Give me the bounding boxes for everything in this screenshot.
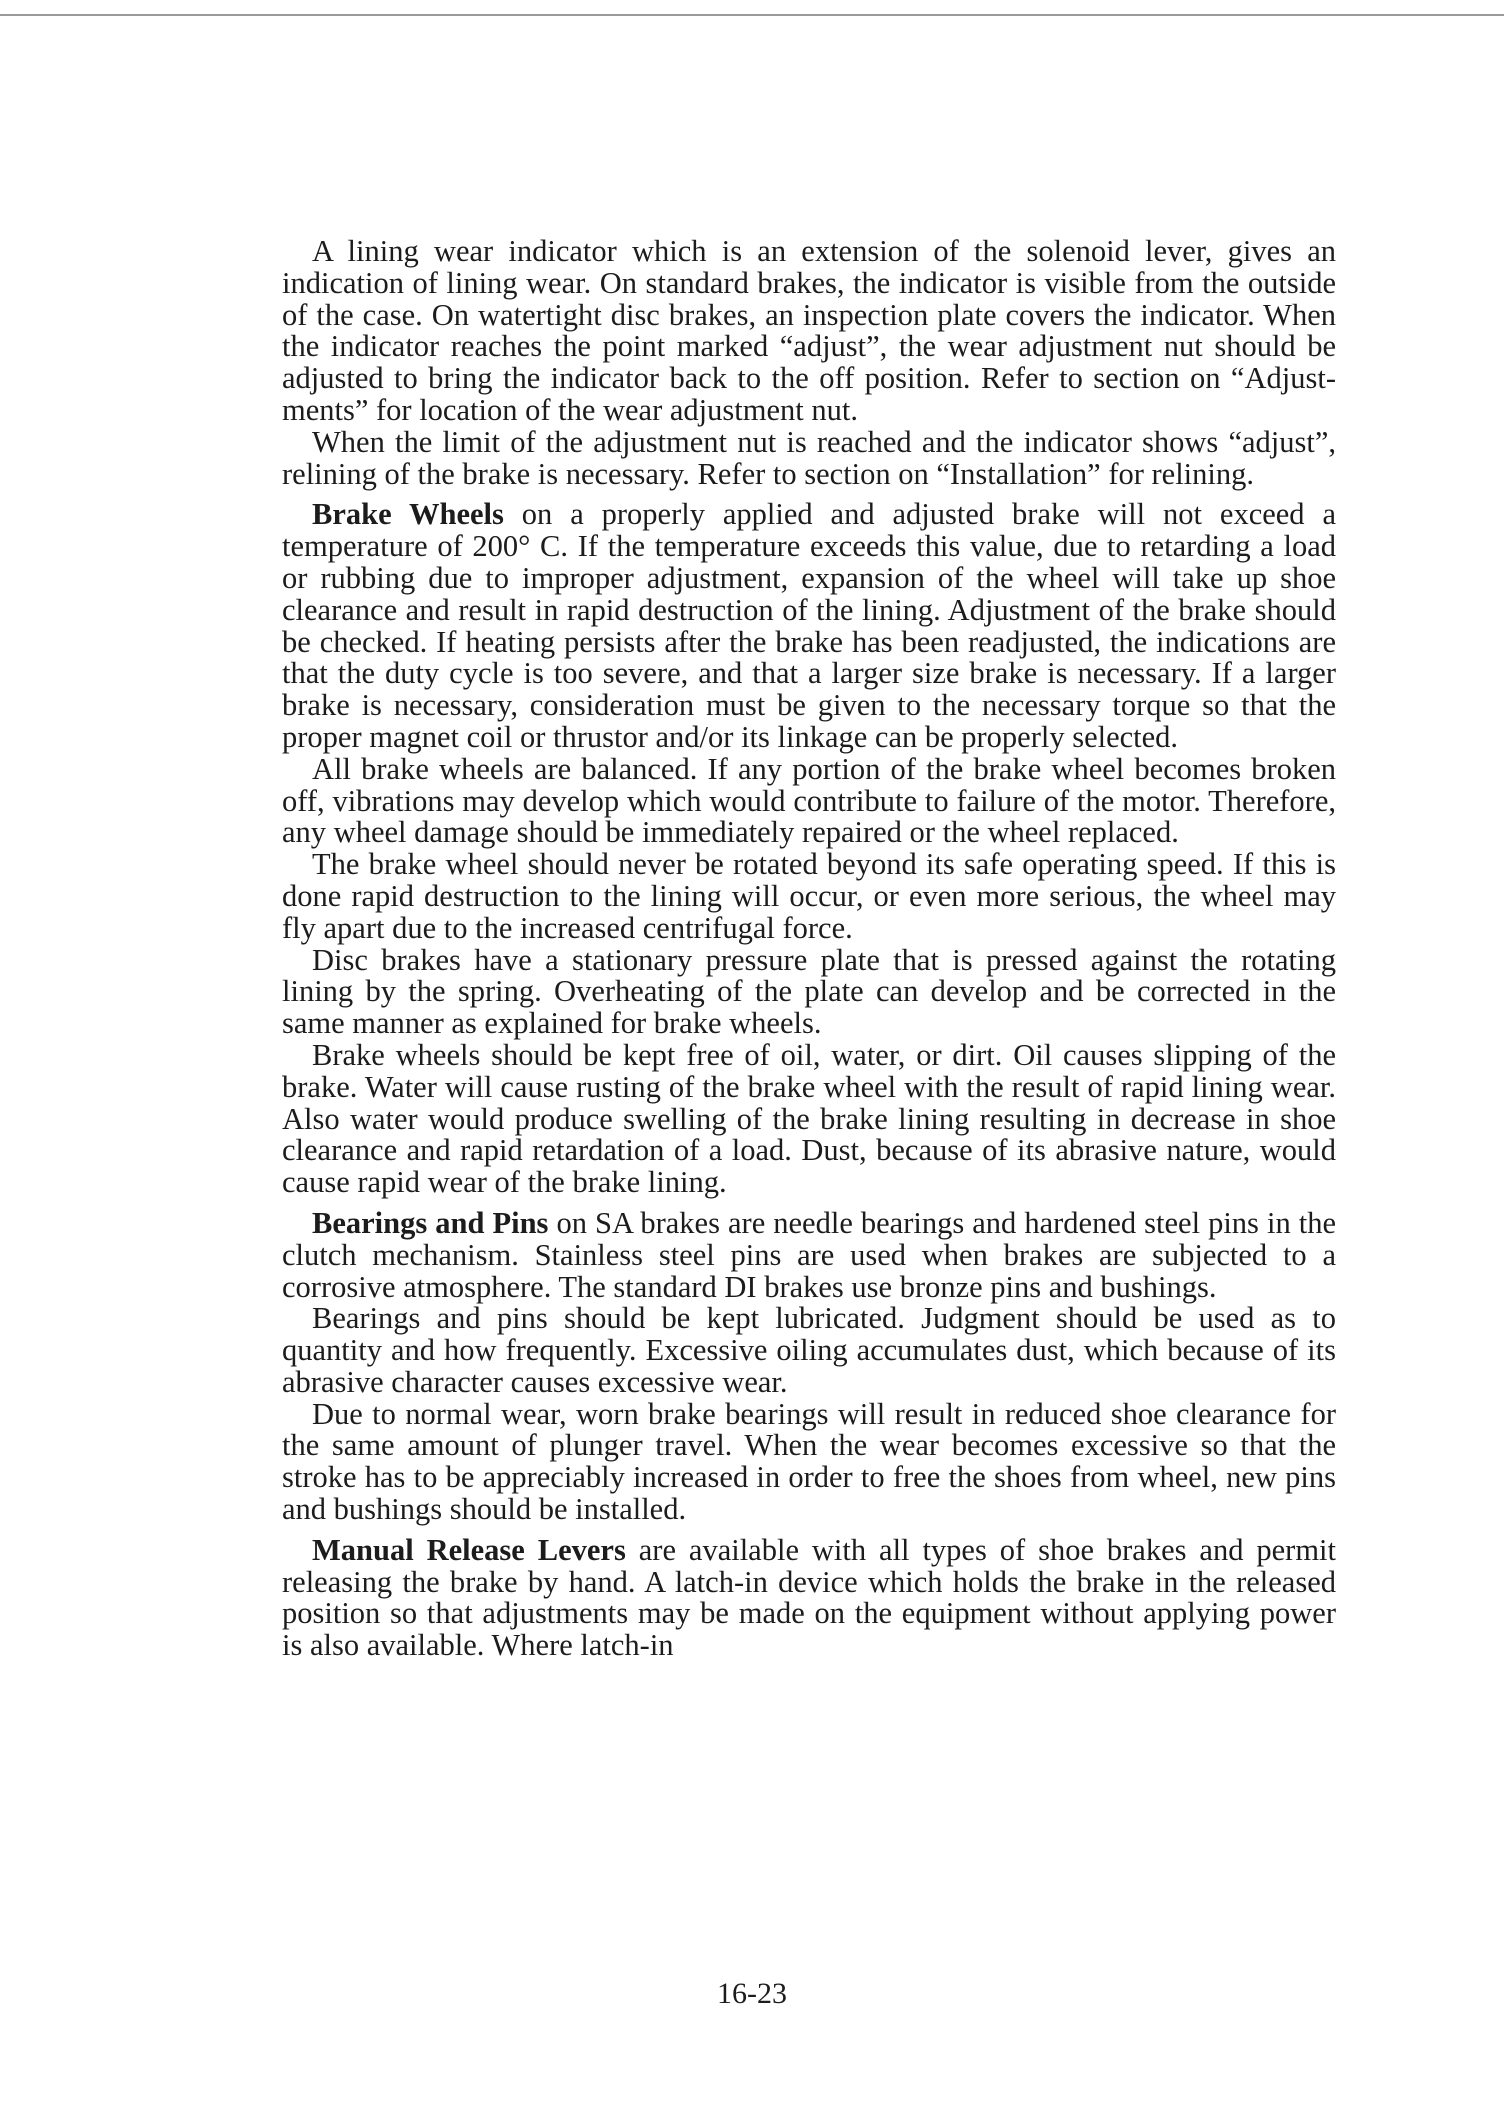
paragraph-text: Due to normal wear, worn brake bearings will result in reduced shoe clearance for the same amount of plunger travel. When the wear becomes excessive so that the stroke has to be appreciably increased in order to free the shoes from wheel, new pins and bushings should be installed. <box>282 1396 1336 1527</box>
page-number: 16-23 <box>717 1977 787 2010</box>
paragraph-manual-release-levers <box>282 1532 1336 1663</box>
paragraph-safe-speed <box>282 849 1336 944</box>
paragraph-text: are available with all types of shoe brakes and permit releasing the brake by hand. A latch-in device which holds the brake in the released position so that adjustments may be made on the equipment without applying power is also available. Where latch-in <box>282 1532 1336 1663</box>
run-in-heading-bearings-and-pins: Bearings and Pins <box>312 1205 549 1240</box>
paragraph-text: Bearings and pins should be kept lubricated. Judgment should be used as to quantity and how frequently. Excessive oiling accumulates dust, which because of its abrasive character causes excessive wear. <box>282 1301 1336 1399</box>
paragraph-text: on a properly applied and adjusted brake will not exceed a temperature of 200° C. If the temperature exceeds this value, due to retarding a load or rubbing due to improper adjustment, expansion of the wheel will take up shoe clearance and result in rapid destruction of the lining. Adjustment of the brake should be checked. If heating persists after the brake has been readjusted, the indications are that the duty cycle is too severe, and that a larger size brake is necessary. If a larger brake is necessary, consideration must be given to the necessary torque so that the proper magnet coil or thrustor and/or its linkage can be properly selected. <box>282 497 1336 754</box>
run-in-heading-brake-wheels: Brake Wheels <box>312 497 504 532</box>
paragraph-text: The brake wheel should never be rotated beyond its safe operating speed. If this is done rapid destruction to the lining will occur, or even more serious, the wheel may fly apart due to the increased centrifugal force. <box>282 847 1336 945</box>
paragraph-wear-indicator <box>282 236 1336 427</box>
paragraph-text: on SA brakes are needle bearings and hardened steel pins in the clutch mechanism. Stainless steel pins are used when brakes are subjected to a corrosive atmosphere. The standard DI brakes use bronze pins and bushings. <box>282 1205 1336 1304</box>
paragraph-adjustment-limit <box>282 424 1336 491</box>
paragraph-keep-clean <box>282 1037 1336 1200</box>
run-in-heading-manual-release-levers: Manual Release Levers <box>312 1532 626 1567</box>
paragraph-text: A lining wear indicator which is an extension of the solenoid lever, gives an indication of lining wear. On standard brakes, the indicator is visible from the outside of the case. On watertight disc brakes, an inspection plate covers the indicator. When the indicator reaches the point marked “adjust”, the wear adjustment nut should be adjusted to bring the indicator back to the off position. Refer to section on “Adjustments” for location of the wear adjustment nut. <box>282 234 1336 427</box>
paragraph-balanced-wheels <box>282 751 1336 850</box>
paragraph-brake-wheels <box>282 499 1336 753</box>
paragraph-text: Disc brakes have a stationary pressure plate that is pressed against the rotating lining by the spring. Overheating of the plate can develop and be corrected in the same manner as explained for brake wheels. <box>282 942 1336 1041</box>
paragraph-text: Brake wheels should be kept free of oil, water, or dirt. Oil causes slipping of the brake. Water will cause rusting of the brake wheel with the result of rapid lining wear. Also water would produce swelling of the brake lining resulting in decrease in shoe clearance and rapid retardation of a load. Dust, because of its abrasive nature, would cause rapid wear of the brake lining. <box>282 1037 1336 1200</box>
paragraph-lubrication <box>282 1303 1336 1398</box>
paragraph-text: All brake wheels are balanced. If any portion of the brake wheel becomes broken off, vibrations may develop which would contribute to failure of the motor. Therefore, any wheel damage should be immediately repaired or the wheel replaced. <box>282 751 1336 850</box>
paragraph-bearings-and-pins <box>282 1205 1336 1304</box>
paragraph-text: When the limit of the adjustment nut is reached and the indicator shows “adjust”, relining of the brake is necessary. Refer to section on “Installation” for relining. <box>282 424 1336 491</box>
body-text <box>282 236 1336 1662</box>
paragraph-worn-bearings <box>282 1396 1336 1527</box>
paragraph-disc-brakes <box>282 942 1336 1041</box>
page-top-rule <box>0 14 1504 16</box>
